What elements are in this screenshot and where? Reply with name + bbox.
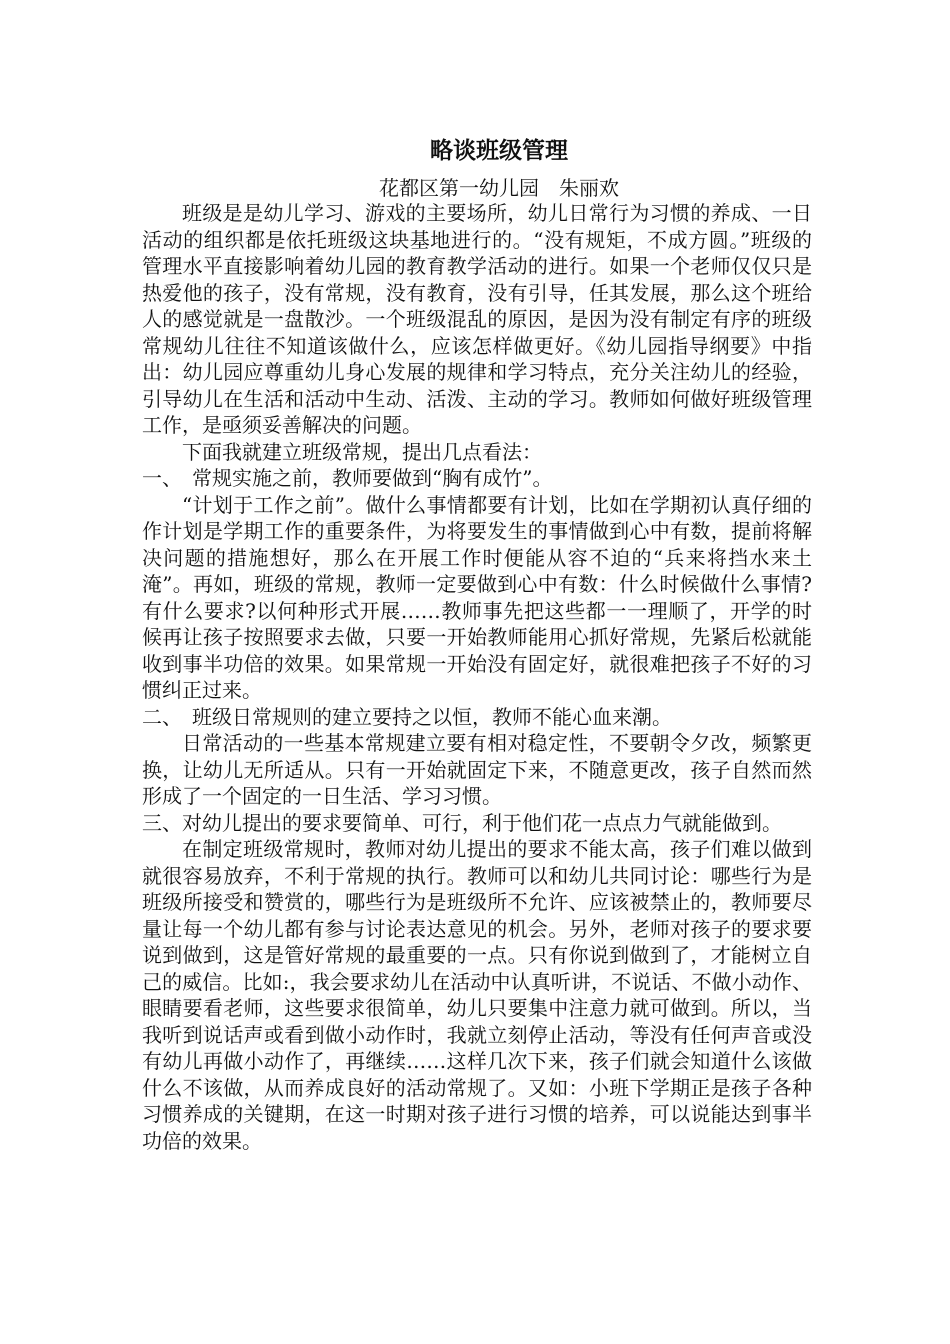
document-page (142, 128, 812, 1154)
paragraph-section-1: “计划于工作之前”。做什么事情都要有计划，比如在学期初认真仔细的作计划是学期工作的重要条件，为将要发生的事情做到心中有数，提前将解决问题的措施想好，那么在开展工作时便能从容不迫的“兵来将挡水来土淹”。再如，班级的常规，教师一定要做到心中有数：什么时候做什么事情?有什么要求?以何种形式开展……教师事先把这些都一一理顺了，开学的时候再让孩子按照要求去做，只要一开始教师能用心抓好常规，先紧后松就能收到事半功倍的效果。如果常规一开始没有固定好，就很难把孩子不好的习惯纠正过来。 (142, 492, 812, 702)
paragraph-intro: 班级是是幼儿学习、游戏的主要场所，幼儿日常行为习惯的养成、一日活动的组织都是依托班级这块基地进行的。“没有规矩，不成方圆。”班级的管理水平直接影响着幼儿园的教育教学活动的进行。如果一个老师仅仅只是热爱他的孩子，没有常规，没有教育，没有引导，任其发展，那么这个班给人的感觉就是一盘散沙。一个班级混乱的原因，是因为没有制定有序的班级常规幼儿往往不知道该做什么，应该怎样做更好。《幼儿园指导纲要》中指出：幼儿园应尊重幼儿身心发展的规律和学习特点，充分关注幼儿的经验，引导幼儿在生活和活动中生动、活泼、主动的学习。教师如何做好班级管理工作，是亟须妥善解决的问题。 (142, 201, 812, 437)
section-heading-3: 三、对幼儿提出的要求要简单、可行，利于他们花一点点力气就能做到。 (142, 810, 782, 835)
paragraph-section-2: 日常活动的一些基本常规建立要有相对稳定性，不要朝令夕改，频繁更换，让幼儿无所适从。只有一开始就固定下来，不随意更改，孩子自然而然形成了一个固定的一日生活、学习习惯。 (142, 731, 812, 808)
document-title: 略谈班级管理 (430, 137, 568, 164)
paragraph-section-3: 在制定班级常规时，教师对幼儿提出的要求不能太高，孩子们难以做到就很容易放弃，不利于常规的执行。教师可以和幼儿共同讨论：哪些行为是班级所接受和赞赏的，哪些行为是班级所不允许、应该被禁止的，教师要尽量让每一个幼儿都有参与讨论表达意见的机会。另外，老师对孩子的要求要说到做到，这是管好常规的最重要的一点。只有你说到做到了，才能树立自己的威信。比如:，我会要求幼儿在活动中认真听讲，不说话、不做小动作、眼睛要看老师，这些要求很简单，幼儿只要集中注意力就可做到。所以，当我听到说话声或看到做小动作时，我就立刻停止活动，等没有任何声音或没有幼儿再做小动作了，再继续……这样几次下来，孩子们就会知道什么该做什么不该做，从而养成良好的活动常规了。又如：小班下学期正是孩子各种习惯养成的关键期，在这一时期对孩子进行习惯的培养，可以说能达到事半功倍的效果。 (142, 837, 812, 1153)
section-heading-1: 一、 常规实施之前，教师要做到“胸有成竹”。 (142, 466, 553, 490)
author-line: 花都区第一幼儿园 朱丽欢 (379, 176, 619, 200)
section-heading-2: 二、 班级日常规则的建立要持之以恒，教师不能心血来潮。 (142, 704, 672, 729)
paragraph-lead-in: 下面我就建立班级常规，提出几点看法： (182, 439, 542, 464)
